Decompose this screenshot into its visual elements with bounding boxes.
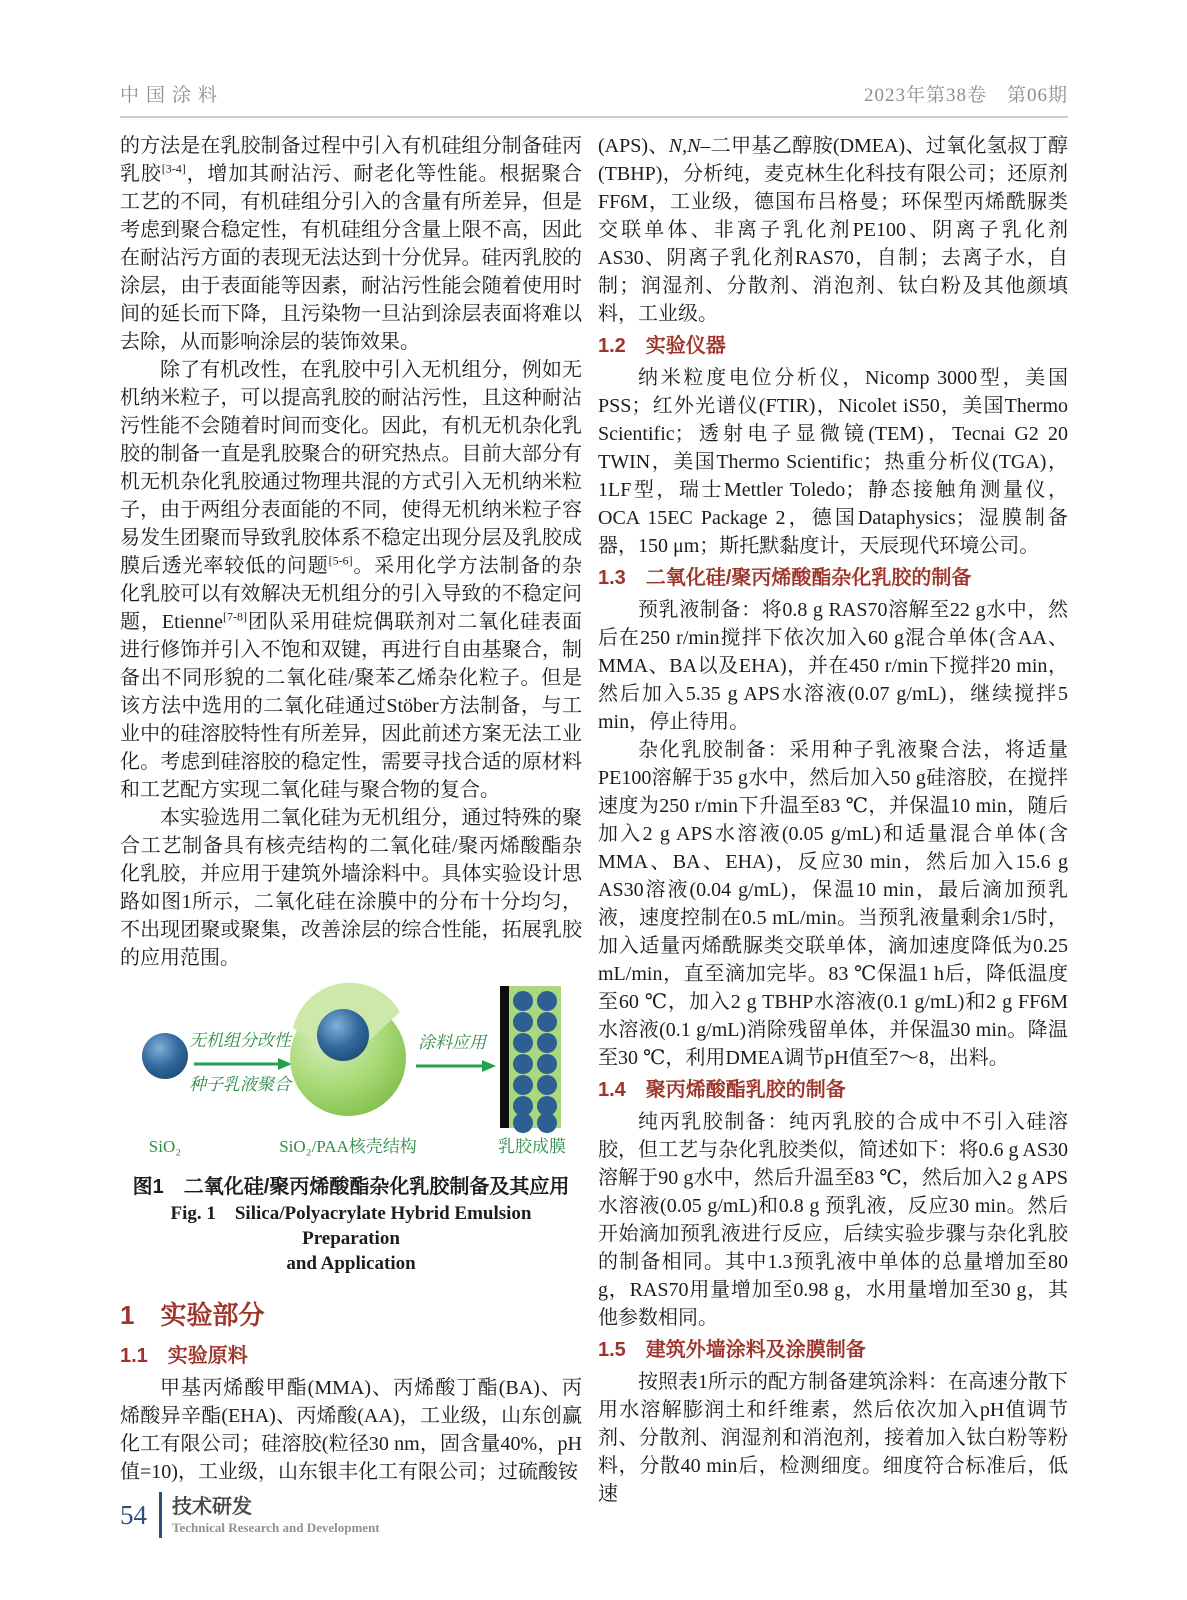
figure-1-diagram <box>120 978 582 1158</box>
citation-ref: [7-8] <box>222 609 247 624</box>
section-heading-1-5: 1.5 建筑外墙涂料及涂膜制备 <box>598 1339 866 1361</box>
section-heading-1: 1 实验部分 <box>120 1300 265 1330</box>
section-heading-1-1: 1.1 实验原料 <box>120 1345 248 1367</box>
label-coreshell: SiO₂/PAA核壳结构 <box>279 1137 417 1156</box>
page-footer <box>120 1492 380 1538</box>
paragraph-intro-continuation <box>120 132 582 356</box>
section-heading-1-2: 1.2 实验仪器 <box>598 335 726 357</box>
footer-column-en: Technical Research and Development <box>172 1519 380 1535</box>
page-number: 54 <box>120 1499 147 1530</box>
paragraph-instruments: 纳米粒度电位分析仪，Nicomp 3000型，美国PSS；红外光谱仪(FTIR)，Nicolet iS50，美国Thermo Scientific；透射电子显微镜(TEM)，Tecnai G2 20 TWIN，美国Thermo Scientific；热重分析仪(TGA)，1LF型，瑞士Mettler Toledo；静态接触角测量仪，OCA 15EC Package 2，德国Dataphysics；湿膜制备器，150 μm；斯托默黏度计，天辰现代环境公司。 <box>598 367 1068 557</box>
paragraph-hybrid-latex: 杂化乳胶制备：采用种子乳液聚合法，将适量PE100溶解于35 g水中，然后加入50 g硅溶胶，在搅拌速度为250 r/min下升温至83 ℃，并保温10 min，随后加入2 g APS水溶液(0.05 g/mL)和适量混合单体(含MMA、BA、EHA)，反应30 min，然后加入15.6 g AS30溶液(0.04 g/mL)，保温10 min，最后滴加预乳液，速度控制在0.5 mL/min。当预乳液量剩余1/5时，加入适量丙烯酰脲类交联单体，滴加速度降低为0.25 mL/min，直至滴加完毕。83 ℃保温1 h后，降低温度至60 ℃，加入2 g TBHP水溶液(0.1 g/mL)和2 g FF6M水溶液(0.1 g/mL)消除残留单体，并保温30 min。降温至30 ℃，利用DMEA调节pH值至7～8，出料。 <box>598 739 1068 1069</box>
paragraph-coating-prep: 按照表1所示的配方制备建筑涂料：在高速分散下用水溶解膨润土和纤维素，然后依次加入pH值调节剂、分散剂、润湿剂和消泡剂，接着加入钛白粉等粉料，分散40 min后，检测细度。细度符合标准后，低速 <box>598 1371 1068 1505</box>
film-substrate-bar <box>500 986 509 1128</box>
process-arrow-2-head <box>482 1060 496 1072</box>
paragraph-materials-continuation <box>598 132 1068 328</box>
silica-sphere-icon <box>142 1033 188 1079</box>
text-run: 除了有机改性，在乳胶中引入无机组分，例如无机纳米粒子，可以提高乳胶的耐沾污性，且这种耐沾污性能不会随着时间而变化。因此，有机无机杂化乳胶的制备一直是乳胶聚合的研究热点。目前大部分有机无机杂化乳胶通过物理共混的方式引入无机纳米粒子，由于两组分表面能的不同，使得无机纳米粒子容易发生团聚而导致乳胶体系不稳定出现分层及乳胶成膜后透光率较低的问题 <box>120 359 582 577</box>
figure-caption-en-line2: and Application <box>286 1253 416 1274</box>
paragraph-raw-materials: 甲基丙烯酸甲酯(MMA)、丙烯酸丁酯(BA)、丙烯酸异辛酯(EHA)、丙烯酸(AA)，工业级，山东创赢化工有限公司；硅溶胶(粒径30 nm，固含量40%，pH值=10)，工业级，山东银丰化工有限公司；过硫酸铵 <box>120 1377 582 1483</box>
text-run: 。采用化学方法制备的杂化乳胶可以有效解决无机组分的引入导致的不稳定问题，Etienne <box>120 555 583 633</box>
arrow1-label-top: 无机组分改性 <box>189 1031 291 1050</box>
footer-column <box>172 1495 380 1536</box>
text-run: (APS)、 <box>598 135 669 157</box>
page-header <box>120 80 1068 118</box>
section-heading-1-3: 1.3 二氧化硅/聚丙烯酸酯杂化乳胶的制备 <box>598 567 972 589</box>
label-film: 乳胶成膜 <box>498 1137 566 1156</box>
arrow2-label: 涂料应用 <box>418 1033 486 1052</box>
paragraph-inorganic-modification <box>120 356 582 804</box>
arrow1-label-bottom: 种子乳液聚合 <box>189 1075 291 1094</box>
text-run: ，增加其耐沾污、耐老化等性能。根据聚合工艺的不同，有机硅组分引入的含量有所差异，但是考虑到聚合稳定性，有机硅组分含量上限不高，因此在耐沾污方面的表现无法达到十分优异。硅丙乳胶的涂层，由于表面能等因素，耐沾污性能会随着使用时间的延长而下降，且污染物一旦沾到涂层表面将难以去除，从而影响涂层的装饰效果。 <box>120 163 583 353</box>
section-heading-1-4: 1.4 聚丙烯酸酯乳胶的制备 <box>598 1079 846 1101</box>
paragraph-pure-acrylic: 纯丙乳胶制备：纯丙乳胶的合成中不引入硅溶胶，但工艺与杂化乳胶类似，简述如下：将0.6 g AS30溶解于90 g水中，然后升温至83 ℃，然后加入2 g APS水溶液(0.05 g/mL)和0.8 g 预乳液，反应30 min。然后开始滴加预乳液进行反应，后续实验步骤与杂化乳胶的制备相同。其中1.3预乳液中单体的总量增加至80 g，RAS70用量增加至0.98 g，水用量增加至30 g，其他参数相同。 <box>598 1111 1068 1329</box>
process-arrow-1-head <box>278 1058 292 1070</box>
paragraph-experiment-design: 本实验选用二氧化硅为无机组分，通过特殊的聚合工艺制备具有核壳结构的二氧化硅/聚丙烯酸酯杂化乳胶，并应用于建筑外墙涂料中。具体实验设计思路如图1所示，二氧化硅在涂膜中的分布十分均匀，不出现团聚或聚集，改善涂层的综合性能，拓展乳胶的应用范围。 <box>120 807 582 969</box>
right-column <box>598 132 1068 1508</box>
footer-column-zh: 技术研发 <box>172 1495 252 1518</box>
citation-ref: [5-6] <box>328 553 353 568</box>
journal-name: 中国涂料 <box>120 85 225 106</box>
figure-1 <box>120 978 582 1276</box>
text-run: –二甲基乙醇胺(DMEA)、过氧化氢叔丁醇(TBHP)，分析纯，麦克林生化科技有限公司；还原剂FF6M，工业级，德国布吕格曼；环保型丙烯酰脲类交联单体、非离子乳化剂PE100、阴离子乳化剂AS30、阴离子乳化剂RAS70，自制；去离子水，自制；润湿剂、分散剂、消泡剂、钛白粉及其他颜填料，工业级。 <box>598 135 1068 325</box>
figure-caption-en-line1: Fig. 1 Silica/Polyacrylate Hybrid Emulsion Preparation <box>170 1203 532 1249</box>
figure-caption-zh: 图1 二氧化硅/聚丙烯酸酯杂化乳胶制备及其应用 <box>132 1176 570 1198</box>
left-column <box>120 132 582 1486</box>
footer-divider <box>159 1492 162 1538</box>
coreshell-core <box>317 1009 369 1061</box>
text-run: 团队采用硅烷偶联剂对二氧化硅表面进行修饰并引入不饱和双键，再进行自由基聚合，制备出不同形貌的二氧化硅/聚苯乙烯杂化粒子。但是该方法中选用的二氧化硅通过Stöber方法制备，与工业中的硅溶胶特性有所差异，因此前述方案无法工业化。考虑到硅溶胶的稳定性，需要寻找合适的原材料和工艺配方实现二氧化硅与聚合物的复合。 <box>120 611 582 801</box>
chem-prefix-italic: N,N <box>668 135 701 157</box>
paragraph-preemulsion: 预乳液制备：将0.8 g RAS70溶解至22 g水中，然后在250 r/min搅拌下依次加入60 g混合单体(含AA、MMA、BA以及EHA)，并在450 r/min下搅拌20 min，然后加入5.35 g APS水溶液(0.07 g/mL)，继续搅拌5 min，停止待用。 <box>598 599 1068 733</box>
text-run: 的方法是在乳胶制备过程中引入有机硅组分制备硅丙乳胶 <box>120 135 582 185</box>
label-sio2: SiO₂ <box>148 1137 182 1156</box>
issue-info: 2023年第38卷 第06期 <box>863 85 1068 106</box>
citation-ref: [3-4] <box>161 161 186 176</box>
